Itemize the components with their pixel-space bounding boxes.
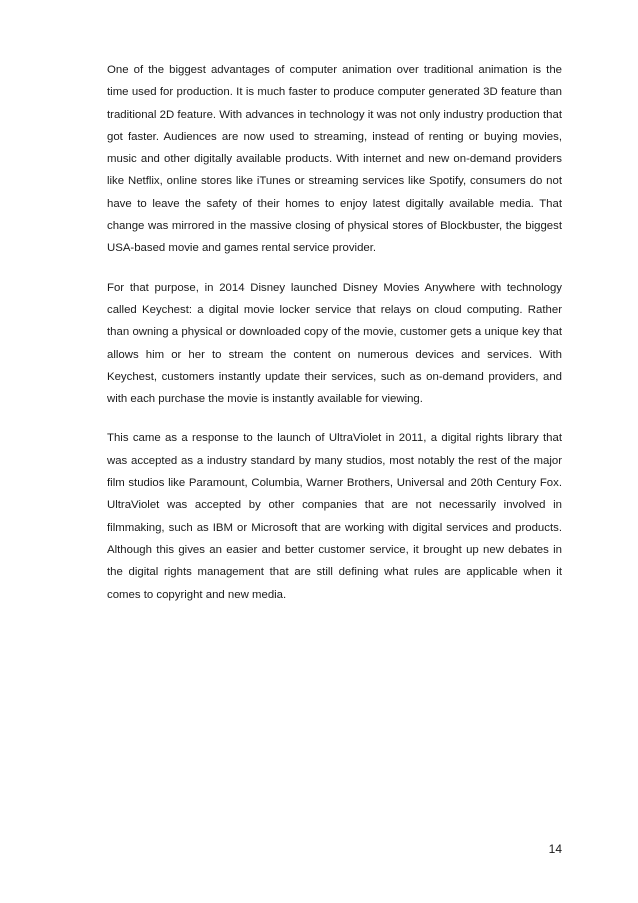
page-number: 14 (548, 842, 562, 856)
paragraph-2: For that purpose, in 2014 Disney launched Disney Movies Anywhere with technology called Keychest: a digital movie locker service that relays on cloud computing. Rather than owning a physical or downloaded copy of the movie, customer gets a unique key that allows him or her to stream the content on numerous devices and services. With Keychest, customers instantly update their services, such as on-demand providers, and with each purchase the movie is instantly available for viewing. (107, 281, 562, 406)
paragraph-3: This came as a response to the launch of UltraViolet in 2011, a digital rights library that was accepted as a industry standard by many studios, most notably the rest of the major film studios like Paramount, Columbia, Warner Brothers, Universal and 20th Century Fox. UltraViolet was accepted by other companies that are not necessarily involved in filmmaking, such as IBM or Microsoft that are working with digital services and products. Although this gives an easier and better customer service, it brought up new debates in the digital rights management that are still defining what rules are applicable when it comes to copyright and new media. (107, 432, 562, 601)
body-text (107, 59, 562, 623)
paragraph-1: One of the biggest advantages of computer animation over traditional animation is the time used for production. It is much faster to produce computer generated 3D feature than traditional 2D feature. With advances in technology it was not only industry production that got faster. Audiences are now used to streaming, instead of renting or buying movies, music and other digitally available products. With internet and new on-demand providers like Netflix, online stores like iTunes or streaming services like Spotify, consumers do not have to leave the safety of their homes to enjoy latest digitally available media. That change was mirrored in the massive closing of physical stores of Blockbuster, the biggest USA-based movie and games rental service provider. (107, 64, 562, 255)
